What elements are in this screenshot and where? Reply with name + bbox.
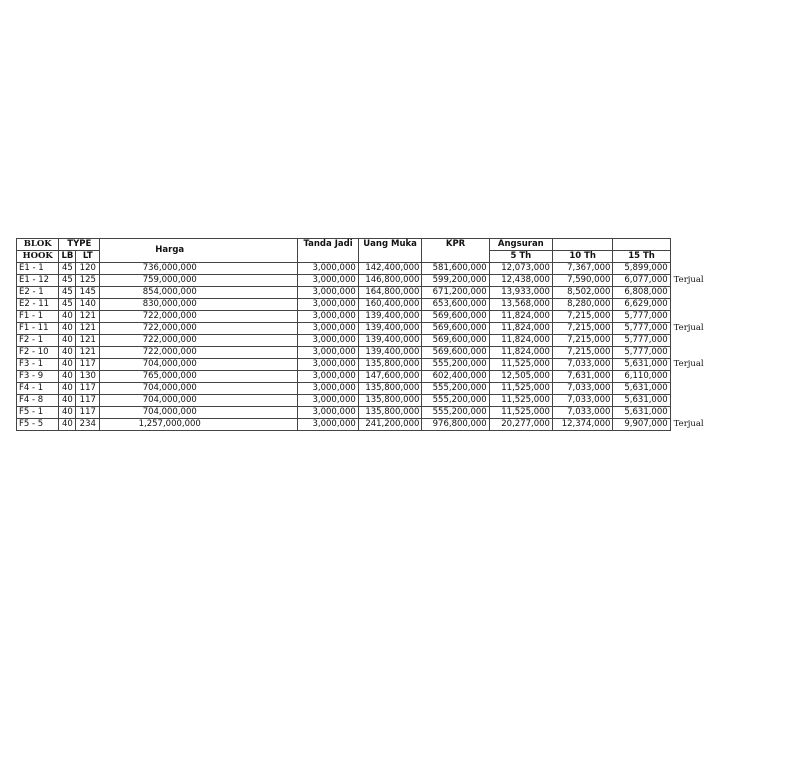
cell-uang-muka: 135,800,000: [358, 383, 422, 395]
cell-angsuran-15th: 5,631,000: [613, 383, 670, 395]
cell-harga: 704,000,000: [100, 395, 298, 407]
cell-status-note: Terjual: [673, 275, 704, 285]
cell-angsuran-5th: 11,824,000: [489, 335, 552, 347]
cell-harga: 765,000,000: [100, 371, 298, 383]
cell-blok: F5 - 1: [17, 407, 59, 419]
cell-status-note: [670, 263, 715, 275]
cell-blok: F4 - 1: [17, 383, 59, 395]
cell-tanda-jadi: 3,000,000: [298, 347, 358, 359]
cell-angsuran-15th: 5,631,000: [613, 395, 670, 407]
cell-blok: F3 - 1: [17, 359, 59, 371]
cell-uang-muka: 142,400,000: [358, 263, 422, 275]
header-row-1: [17, 239, 716, 251]
cell-harga: 722,000,000: [100, 323, 298, 335]
cell-status-note: [670, 347, 715, 359]
cell-lb: 40: [59, 371, 76, 383]
table-row: [17, 383, 716, 395]
cell-tanda-jadi: 3,000,000: [298, 263, 358, 275]
cell-tanda-jadi: 3,000,000: [298, 371, 358, 383]
cell-angsuran-10th: 7,033,000: [552, 407, 612, 419]
cell-harga: 722,000,000: [100, 335, 298, 347]
table-row: [17, 275, 716, 287]
cell-status-note: [670, 311, 715, 323]
header-uang-muka: Uang Muka: [358, 239, 422, 263]
cell-angsuran-10th: 7,033,000: [552, 395, 612, 407]
cell-lb: 45: [59, 299, 76, 311]
cell-angsuran-10th: 7,590,000: [552, 275, 612, 287]
header-angsuran-blank-15: [613, 239, 670, 251]
cell-lt: 125: [76, 275, 100, 287]
cell-harga: 722,000,000: [100, 347, 298, 359]
cell-angsuran-15th: 5,777,000: [613, 335, 670, 347]
cell-angsuran-5th: 11,525,000: [489, 407, 552, 419]
cell-kpr: 555,200,000: [422, 407, 489, 419]
cell-status-note: [670, 395, 715, 407]
header-lt: LT: [76, 251, 100, 263]
cell-kpr: 569,600,000: [422, 311, 489, 323]
cell-uang-muka: 135,800,000: [358, 359, 422, 371]
cell-angsuran-5th: 13,568,000: [489, 299, 552, 311]
cell-kpr: 569,600,000: [422, 335, 489, 347]
cell-harga: 1,257,000,000: [100, 419, 298, 431]
cell-tanda-jadi: 3,000,000: [298, 275, 358, 287]
cell-angsuran-10th: 7,033,000: [552, 359, 612, 371]
price-rows: [17, 263, 716, 431]
cell-lt: 117: [76, 407, 100, 419]
table-row: [17, 359, 716, 371]
cell-blok: E1 - 12: [17, 275, 59, 287]
cell-angsuran-5th: 11,525,000: [489, 383, 552, 395]
cell-angsuran-10th: 7,033,000: [552, 383, 612, 395]
cell-angsuran-5th: 20,277,000: [489, 419, 552, 431]
cell-lb: 40: [59, 359, 76, 371]
table-row: [17, 323, 716, 335]
table-row: [17, 299, 716, 311]
header-kpr: KPR: [422, 239, 489, 263]
cell-lb: 45: [59, 275, 76, 287]
cell-blok: F4 - 8: [17, 395, 59, 407]
cell-blok: E2 - 11: [17, 299, 59, 311]
cell-harga: 830,000,000: [100, 299, 298, 311]
cell-angsuran-5th: 12,505,000: [489, 371, 552, 383]
cell-angsuran-10th: 7,215,000: [552, 347, 612, 359]
header-note-blank-2: [670, 251, 715, 263]
cell-angsuran-15th: 5,899,000: [613, 263, 670, 275]
cell-tanda-jadi: 3,000,000: [298, 299, 358, 311]
cell-tanda-jadi: 3,000,000: [298, 395, 358, 407]
cell-angsuran-5th: 11,824,000: [489, 323, 552, 335]
cell-angsuran-10th: 7,215,000: [552, 311, 612, 323]
cell-angsuran-10th: 8,502,000: [552, 287, 612, 299]
cell-uang-muka: 139,400,000: [358, 323, 422, 335]
cell-angsuran-15th: 6,808,000: [613, 287, 670, 299]
cell-blok: F2 - 10: [17, 347, 59, 359]
cell-status-note: Terjual: [673, 359, 704, 369]
cell-blok: F1 - 1: [17, 311, 59, 323]
cell-blok: F2 - 1: [17, 335, 59, 347]
cell-angsuran-10th: 8,280,000: [552, 299, 612, 311]
cell-lt: 121: [76, 311, 100, 323]
cell-status-note: [670, 371, 715, 383]
cell-angsuran-5th: 13,933,000: [489, 287, 552, 299]
header-harga: Harga: [100, 239, 298, 263]
cell-harga: 736,000,000: [100, 263, 298, 275]
cell-status-note: [670, 299, 715, 311]
cell-blok: E1 - 1: [17, 263, 59, 275]
table-row: [17, 263, 716, 275]
cell-kpr: 569,600,000: [422, 347, 489, 359]
cell-lt: 121: [76, 335, 100, 347]
cell-tanda-jadi: 3,000,000: [298, 323, 358, 335]
cell-uang-muka: 164,800,000: [358, 287, 422, 299]
cell-lb: 40: [59, 419, 76, 431]
header-angsuran-blank-10: [552, 239, 612, 251]
cell-status-note: Terjual: [673, 323, 704, 333]
header-angsuran: Angsuran: [489, 239, 552, 251]
cell-harga: 704,000,000: [100, 383, 298, 395]
table-row: [17, 287, 716, 299]
cell-lb: 40: [59, 395, 76, 407]
cell-lt: 145: [76, 287, 100, 299]
cell-kpr: 581,600,000: [422, 263, 489, 275]
cell-kpr: 555,200,000: [422, 383, 489, 395]
cell-lb: 45: [59, 263, 76, 275]
cell-angsuran-5th: 11,525,000: [489, 395, 552, 407]
header-5th: 5 Th: [489, 251, 552, 263]
cell-angsuran-5th: 11,824,000: [489, 311, 552, 323]
cell-status-note: [670, 407, 715, 419]
cell-kpr: 569,600,000: [422, 323, 489, 335]
cell-angsuran-15th: 5,777,000: [613, 311, 670, 323]
cell-angsuran-15th: 5,777,000: [613, 347, 670, 359]
cell-lt: 120: [76, 263, 100, 275]
cell-lt: 117: [76, 383, 100, 395]
cell-lt: 117: [76, 359, 100, 371]
cell-lb: 40: [59, 347, 76, 359]
cell-harga: 722,000,000: [100, 311, 298, 323]
cell-angsuran-5th: 11,525,000: [489, 359, 552, 371]
cell-angsuran-5th: 12,438,000: [489, 275, 552, 287]
header-10th: 10 Th: [552, 251, 612, 263]
cell-angsuran-15th: 6,110,000: [613, 371, 670, 383]
cell-tanda-jadi: 3,000,000: [298, 335, 358, 347]
cell-angsuran-15th: 6,077,000: [613, 275, 670, 287]
cell-blok: F5 - 5: [17, 419, 59, 431]
header-hook: HOOK: [17, 251, 59, 263]
cell-angsuran-10th: 7,215,000: [552, 335, 612, 347]
cell-status-note: Terjual: [673, 419, 704, 429]
cell-tanda-jadi: 3,000,000: [298, 287, 358, 299]
cell-tanda-jadi: 3,000,000: [298, 311, 358, 323]
cell-uang-muka: 139,400,000: [358, 311, 422, 323]
cell-harga: 854,000,000: [100, 287, 298, 299]
cell-harga: 704,000,000: [100, 407, 298, 419]
cell-uang-muka: 241,200,000: [358, 419, 422, 431]
table-row: [17, 407, 716, 419]
cell-angsuran-15th: 5,631,000: [613, 359, 670, 371]
cell-lb: 40: [59, 311, 76, 323]
cell-kpr: 976,800,000: [422, 419, 489, 431]
cell-angsuran-15th: 6,629,000: [613, 299, 670, 311]
cell-lt: 234: [76, 419, 100, 431]
price-list-table: [16, 238, 716, 431]
cell-tanda-jadi: 3,000,000: [298, 383, 358, 395]
table-row: [17, 395, 716, 407]
header-tanda-jadi: Tanda Jadi: [298, 239, 358, 263]
cell-uang-muka: 146,800,000: [358, 275, 422, 287]
cell-kpr: 555,200,000: [422, 359, 489, 371]
cell-lb: 40: [59, 407, 76, 419]
cell-status-note: [670, 287, 715, 299]
cell-blok: F3 - 9: [17, 371, 59, 383]
cell-harga: 759,000,000: [100, 275, 298, 287]
cell-angsuran-10th: 7,367,000: [552, 263, 612, 275]
cell-status-note: [670, 335, 715, 347]
cell-kpr: 555,200,000: [422, 395, 489, 407]
header-note-blank: [670, 239, 715, 251]
cell-angsuran-5th: 12,073,000: [489, 263, 552, 275]
cell-status-note: [670, 383, 715, 395]
cell-lt: 117: [76, 395, 100, 407]
cell-lb: 40: [59, 335, 76, 347]
header-type: TYPE: [59, 239, 100, 251]
cell-angsuran-15th: 9,907,000: [613, 419, 670, 431]
cell-harga: 704,000,000: [100, 359, 298, 371]
cell-uang-muka: 139,400,000: [358, 335, 422, 347]
cell-tanda-jadi: 3,000,000: [298, 407, 358, 419]
table-row: [17, 347, 716, 359]
cell-angsuran-10th: 7,631,000: [552, 371, 612, 383]
cell-uang-muka: 139,400,000: [358, 347, 422, 359]
cell-lt: 121: [76, 323, 100, 335]
cell-kpr: 599,200,000: [422, 275, 489, 287]
cell-angsuran-10th: 12,374,000: [552, 419, 612, 431]
table-row: [17, 311, 716, 323]
header-lb: LB: [59, 251, 76, 263]
table-row: [17, 335, 716, 347]
cell-lt: 130: [76, 371, 100, 383]
header-15th: 15 Th: [613, 251, 670, 263]
cell-uang-muka: 135,800,000: [358, 407, 422, 419]
cell-blok: F1 - 11: [17, 323, 59, 335]
cell-angsuran-15th: 5,777,000: [613, 323, 670, 335]
cell-angsuran-15th: 5,631,000: [613, 407, 670, 419]
cell-kpr: 671,200,000: [422, 287, 489, 299]
cell-uang-muka: 135,800,000: [358, 395, 422, 407]
cell-lt: 140: [76, 299, 100, 311]
cell-uang-muka: 147,600,000: [358, 371, 422, 383]
table-row: [17, 419, 716, 431]
cell-tanda-jadi: 3,000,000: [298, 419, 358, 431]
header-blok: BLOK: [17, 239, 59, 251]
cell-lb: 45: [59, 287, 76, 299]
table-row: [17, 371, 716, 383]
cell-kpr: 653,600,000: [422, 299, 489, 311]
cell-lb: 40: [59, 383, 76, 395]
cell-tanda-jadi: 3,000,000: [298, 359, 358, 371]
cell-uang-muka: 160,400,000: [358, 299, 422, 311]
cell-lb: 40: [59, 323, 76, 335]
price-list-sheet: [16, 238, 716, 431]
cell-blok: E2 - 1: [17, 287, 59, 299]
cell-kpr: 602,400,000: [422, 371, 489, 383]
cell-lt: 121: [76, 347, 100, 359]
cell-angsuran-5th: 11,824,000: [489, 347, 552, 359]
cell-angsuran-10th: 7,215,000: [552, 323, 612, 335]
